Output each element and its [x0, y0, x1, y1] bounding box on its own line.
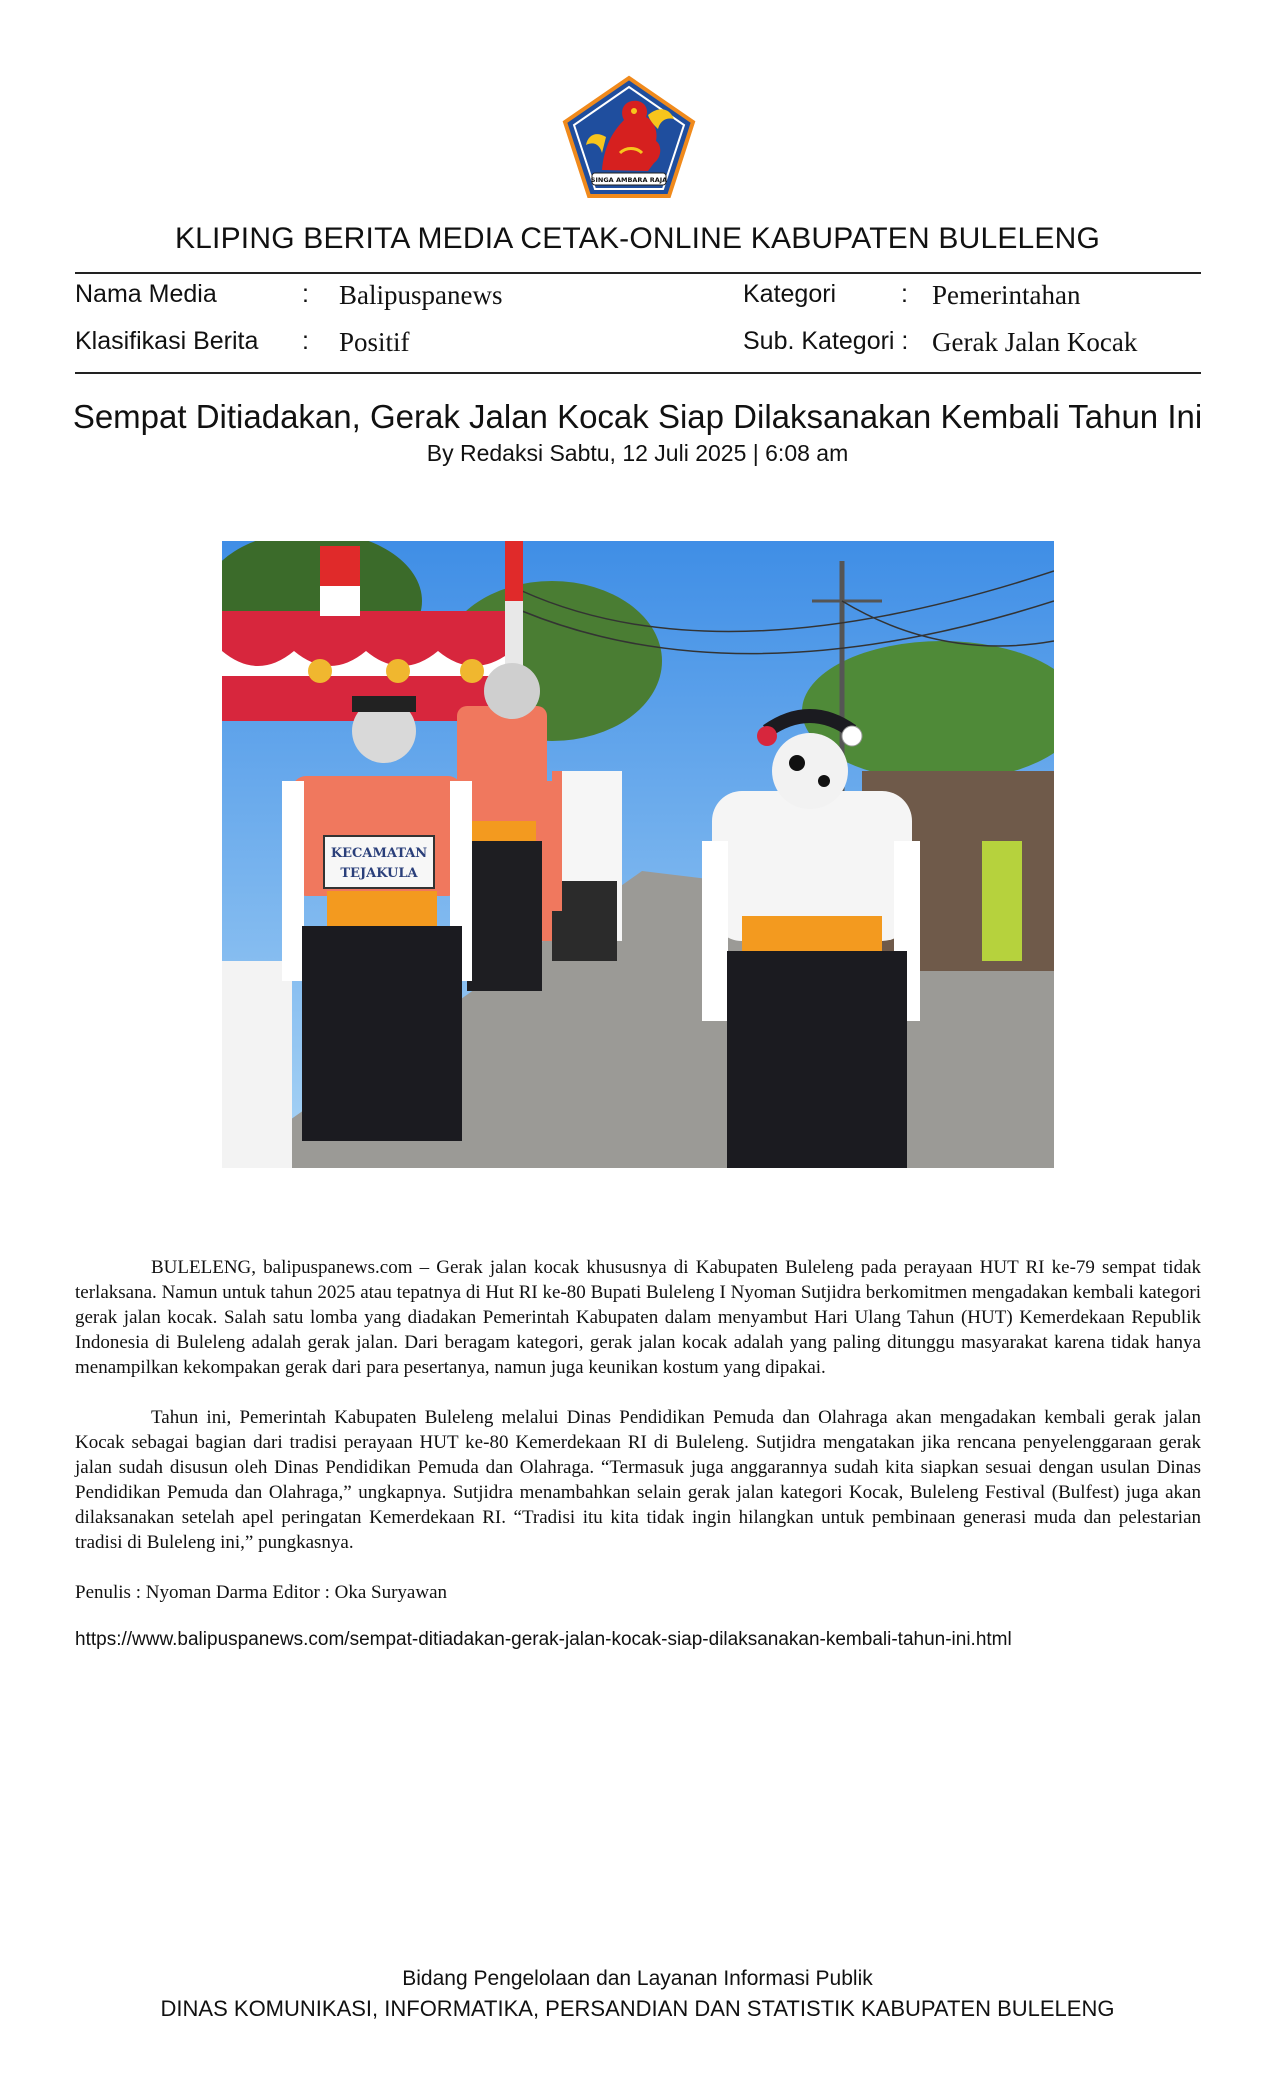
footer-division: Bidang Pengelolaan dan Layanan Informasi Publik [402, 1967, 873, 1990]
article-paragraph-1: BULELENG, balipuspanews.com – Gerak jalan kocak khususnya di Kabupaten Buleleng pada perayaan HUT RI ke-79 sempat tidak terlaksana. Namun untuk tahun 2025 atau tepatnya di Hut RI ke-80 Bupati Buleleng I Nyoman Sutjidra berkomitmen mengadakan kembali kategori gerak jalan kocak. Salah satu lomba yang diadakan Pemerintah Kabupaten dalam menyambut Hari Ulang Tahun (HUT) Kemerdekaan Republik Indonesia di Buleleng adalah gerak jalan. Dari beragam kategori, gerak jalan kocak adalah yang paling ditunggu masyarakat karena tidak hanya menampilkan kekompakan gerak dari para pesertanya, namun juga keunikan kostum yang dipakai. [75, 1257, 1201, 1378]
header-divider-top [75, 272, 1201, 274]
buleleng-emblem-icon [562, 75, 696, 200]
classification-label: Klasifikasi Berita [75, 327, 259, 355]
article-byline: By Redaksi Sabtu, 12 Juli 2025 | 6:08 am [426, 440, 849, 466]
subcategory-value: Gerak Jalan Kocak [932, 327, 1138, 357]
logo-motto: SINGA AMBARA RAJA [590, 176, 668, 184]
parade-photo-illustration [222, 541, 1054, 1168]
sign-line-2: TEJAKULA [340, 866, 418, 881]
source-url-link[interactable]: https://www.balipuspanews.com/sempat-ditiadakan-gerak-jalan-kocak-siap-dilaksanakan-kembali-tahun-ini.html [75, 1629, 1012, 1650]
category-value: Pemerintahan [932, 280, 1081, 310]
category-label: Kategori [743, 280, 837, 308]
article-credits: Penulis : Nyoman Darma Editor : Oka Suryawan [75, 1582, 448, 1603]
sign-line-1: KECAMATAN [330, 846, 428, 861]
classification-value: Positif [339, 327, 410, 357]
media-colon: : [302, 280, 309, 308]
category-colon: : [901, 280, 908, 308]
article-photo [222, 541, 1054, 1168]
meta-row-classification [75, 327, 1201, 367]
meta-row-media [75, 280, 1201, 320]
header-divider-bottom [75, 372, 1201, 374]
regency-logo [562, 75, 696, 200]
classification-colon: : [302, 327, 309, 355]
media-label: Nama Media [75, 280, 217, 308]
article-headline: Sempat Ditiadakan, Gerak Jalan Kocak Siap Dilaksanakan Kembali Tahun Ini [72, 398, 1203, 435]
document-title: KLIPING BERITA MEDIA CETAK-ONLINE KABUPATEN BULELENG [174, 222, 1101, 255]
article-paragraph-2: Tahun ini, Pemerintah Kabupaten Buleleng melalui Dinas Pendidikan Pemuda dan Olahraga akan mengadakan kembali gerak jalan Kocak sebagai bagian dari tradisi perayaan HUT ke-80 Kemerdekaan RI di Buleleng. Sutjidra mengatakan jika rencana penyelenggaraan gerak jalan sudah disusun oleh Dinas Pendidikan Pemuda dan Olahraga. “Termasuk juga anggarannya sudah kita siapkan sesuai dengan usulan Dinas Pendidikan Pemuda dan Olahraga,” ungkapnya. Sutjidra menambahkan selain gerak jalan kategori Kocak, Buleleng Festival (Bulfest) juga akan dilaksanakan setelah apel peringatan Kemerdekaan RI. “Tradisi itu kita tidak ingin hilangkan untuk pembinaan generasi muda dan pelestarian tradisi di Buleleng ini,” pungkasnya. [75, 1407, 1201, 1553]
media-value: Balipuspanews [339, 280, 503, 310]
subcategory-label: Sub. Kategori : [743, 327, 909, 355]
footer-agency: DINAS KOMUNIKASI, INFORMATIKA, PERSANDIAN DAN STATISTIK KABUPATEN BULELENG [160, 1996, 1115, 2021]
article-body [75, 1255, 1201, 1580]
